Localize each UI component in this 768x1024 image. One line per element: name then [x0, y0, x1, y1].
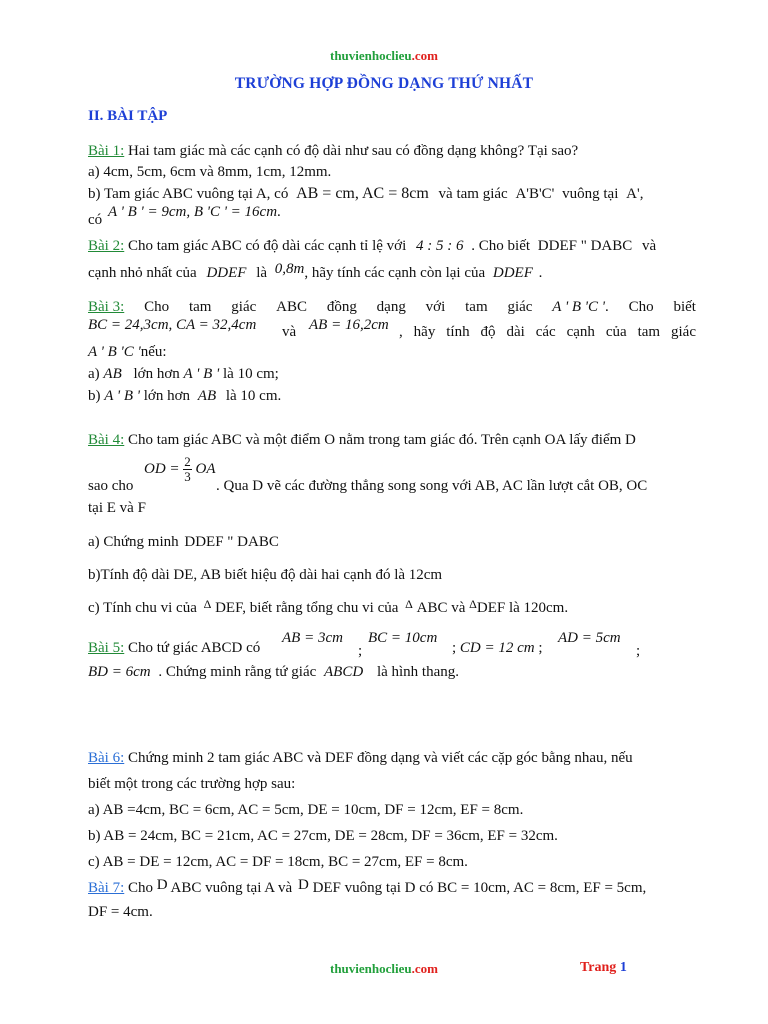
bai1-b2-math: A ' B ' = 9cm, B 'C ' = 16cm	[108, 204, 278, 220]
bai1-b-pre: b) Tam giác ABC vuông tại A, có	[88, 186, 289, 202]
site-name: thuvienhoclieu	[330, 48, 412, 63]
bai4-a-math: DDEF " DABC	[184, 534, 279, 550]
bai3-m1: A ' B 'C '	[552, 299, 605, 315]
bai3-word: Cho	[628, 299, 654, 315]
bai1-part-b-line2	[88, 210, 102, 230]
bai5-s4: ;	[636, 643, 641, 659]
bai4-c-mid: DEF, biết rằng tổng chu vi của	[215, 600, 399, 616]
bai3-word: tam	[465, 299, 488, 315]
bai2-l2b: là	[256, 265, 268, 281]
triangle-icon: Δ	[469, 597, 477, 611]
bai4-part-c	[88, 598, 568, 618]
bai3-a-post: là 10 cm;	[223, 366, 279, 382]
bai5-s3: ;	[538, 640, 543, 656]
bai6-part-b: b) AB = 24cm, BC = 21cm, AC = 27cm, DE = 28cm, DF = 36cm, EF = 32cm.	[88, 828, 558, 844]
bai3-b-m2: AB	[197, 388, 217, 404]
bai5-m3: CD = 12 cm	[459, 640, 535, 656]
bai6-part-c: c) AB = DE = 12cm, AC = DF = 18cm, BC = 27cm, EF = 8cm.	[88, 854, 468, 870]
bai5-m2-wrap	[368, 628, 437, 648]
bai5-m1-wrap	[282, 628, 343, 648]
bai5-m4: AD = 5cm	[558, 630, 621, 646]
bai2-ratio: 4 : 5 : 6	[416, 238, 464, 254]
bai7-line2: DF = 4cm.	[88, 904, 153, 920]
bai3-word: Cho	[144, 299, 170, 315]
bai3-l3: nếu:	[140, 344, 167, 360]
bai5-m5: BD = 6cm	[88, 664, 151, 680]
page-title: TRƯỜNG HỢP ĐỒNG DẠNG THỨ NHẤT	[234, 75, 534, 92]
bai3-line2-m3	[309, 315, 389, 335]
bai3-label: Bài 3:	[88, 299, 125, 315]
bai1-b-math2: A'B'C'	[515, 186, 555, 202]
bai6-t1: Chứng minh 2 tam giác ABC và DEF đồng dạng và viết các cặp góc bằng nhau, nếu	[124, 750, 633, 766]
bai3-word: dạng	[376, 299, 406, 315]
bai1-b-math3: A'	[626, 186, 640, 202]
bai4-formula-rhs: OA	[195, 461, 216, 477]
bai3-part-b	[88, 386, 281, 406]
bai4-t2: . Qua D vẽ các đường thẳng song song với AB, AC lần lượt cắt OB, OC	[216, 478, 648, 494]
bai3-v: và	[282, 324, 297, 340]
bai4-t3: tại E và F	[88, 500, 146, 516]
bai3-m3: AB = 16,2cm	[309, 317, 389, 333]
bai1-label: Bài 1:	[88, 143, 125, 159]
bai4-line1	[88, 430, 636, 450]
bai4-frac-den: 3	[184, 469, 191, 484]
bai5-line2	[88, 662, 459, 682]
bai3-b-pre: b)	[88, 388, 101, 404]
bai3-word: với	[425, 299, 446, 315]
bai4-formula-lhs: OD =	[144, 461, 180, 477]
bai3-a-m1: AB	[103, 366, 122, 382]
bai3-word: tam	[188, 299, 212, 315]
bai7-d1: D	[156, 877, 168, 893]
bai5-t2: . Chứng minh rằng tứ giác	[158, 664, 317, 680]
bai5-s1: ;	[358, 643, 363, 659]
site-header	[0, 48, 768, 64]
footer-site-name: thuvienhoclieu	[330, 961, 412, 976]
bai2-t3: và	[642, 238, 657, 254]
bai3-line3	[88, 342, 167, 362]
bai4-c-mid2: ABC và	[416, 600, 466, 616]
triangle-icon: Δ	[203, 597, 212, 611]
bai3-m2: BC = 24,3cm, CA = 32,4cm	[88, 317, 257, 333]
bai1-b-comma: ,	[639, 186, 644, 202]
footer-site-domain: .com	[411, 961, 438, 976]
bai6-line2: biết một trong các trường hợp sau:	[88, 776, 296, 792]
bai7-t2: ABC vuông tại A và	[170, 880, 293, 896]
bai6-line1	[88, 748, 633, 768]
bai5-line1-text	[88, 638, 260, 658]
bai7-label: Bài 7:	[88, 880, 125, 896]
site-footer	[0, 961, 768, 977]
bai1-part-a: a) 4cm, 5cm, 6cm và 8mm, 1cm, 12mm.	[88, 164, 332, 180]
bai3-word: giác	[507, 299, 533, 315]
bai5-m6: ABCD	[324, 664, 364, 680]
bai4-part-a	[88, 532, 279, 552]
bai4-a-pre: a) Chứng minh	[88, 534, 179, 550]
bai1-b2-pre: có	[88, 212, 103, 228]
bai1-b2-math-wrap	[108, 202, 281, 222]
page-number	[580, 960, 627, 976]
bai2-label: Bài 2:	[88, 238, 125, 254]
bai6-part-a: a) AB =4cm, BC = 6cm, AC = 5cm, DE = 10cm, DF = 12cm, EF = 8cm.	[88, 802, 524, 818]
bai3-line2-math	[88, 315, 256, 335]
bai3-a-mid: lớn hơn	[133, 366, 180, 382]
bai4-c-pre: c) Tính chu vi của	[88, 600, 197, 616]
bai3-b-post: là 10 cm.	[225, 388, 282, 404]
bai4-sao: sao cho	[88, 478, 134, 494]
bai2-m4: 0,8m	[274, 261, 305, 277]
bai3-line1	[88, 297, 696, 317]
bai4-t1: Cho tam giác ABC và một điểm O nằm trong tam giác đó. Trên cạnh OA lấy điểm D	[124, 432, 636, 448]
bai4-label: Bài 4:	[88, 432, 125, 448]
bai4-frac-num: 2	[184, 454, 191, 469]
bai5-s2: ;	[452, 640, 457, 656]
bai3-line2-v	[282, 322, 296, 342]
bai4-part-b: b)Tính độ dài DE, AB biết hiệu độ dài hai cạnh đó là 12cm	[88, 567, 443, 583]
bai2-t2: . Cho biết	[471, 238, 531, 254]
page-label: Trang	[580, 960, 617, 975]
bai3-b-mid: lớn hơn	[143, 388, 191, 404]
bai2-l2c: , hãy tính các cạnh còn lại của	[304, 265, 486, 281]
bai3-word: .	[604, 299, 609, 315]
bai3-word: đồng	[326, 299, 357, 315]
site-domain: .com	[411, 48, 438, 63]
bai1-text: Hai tam giác mà các cạnh có độ dài như sau có đồng dạng không? Tại sao?	[124, 143, 579, 159]
bai7-t3: DEF vuông tại D có BC = 10cm, AC = 8cm, EF = 5cm,	[312, 880, 647, 896]
section-heading: II. BÀI TẬP	[88, 108, 168, 124]
bai5-m4-wrap	[558, 628, 621, 648]
bai7-line1	[88, 878, 646, 898]
bai2-m5: DDEF	[492, 265, 533, 281]
bai3-word: giác	[231, 299, 257, 315]
bai4-c-post: DEF là 120cm.	[476, 600, 569, 616]
bai3-b-m1: A ' B '	[104, 388, 140, 404]
bai2-line1	[88, 236, 656, 256]
bai2-similar: DDEF " DABC	[537, 238, 633, 254]
bai1-b2-post: .	[277, 204, 281, 220]
bai3-a-m2: A ' B '	[183, 366, 220, 382]
bai2-l2d: .	[538, 265, 543, 281]
bai2-l2a: cạnh nhỏ nhất của	[88, 265, 197, 281]
bai5-s2-m3-wrap	[452, 638, 543, 658]
bai7-d2: D	[297, 877, 309, 893]
bai3-line2-tail: , hãy tính độ dài các cạnh của tam giác	[399, 324, 696, 340]
bai6-label: Bài 6:	[88, 750, 125, 766]
bai1-b-math1: AB = cm, AC = 8cm	[296, 185, 429, 202]
bai3-part-a	[88, 364, 279, 384]
bai3-word: ABC	[276, 299, 307, 315]
bai3-a-pre: a)	[88, 366, 100, 382]
bai3-word: biết	[673, 299, 696, 315]
bai3-m4: A ' B 'C '	[88, 344, 141, 360]
bai4-formula	[144, 455, 216, 484]
bai7-t1: Cho	[124, 880, 154, 896]
bai1-b-post: vuông tại	[562, 186, 619, 202]
bai2-t1: Cho tam giác ABC có độ dài các cạnh tỉ lệ với	[124, 238, 407, 254]
bai1-b-mid: và tam giác	[438, 186, 508, 202]
bai2-line2	[88, 263, 542, 283]
bai5-t3: là hình thang.	[376, 664, 460, 680]
bai1-part-b	[88, 184, 643, 204]
bai5-label: Bài 5:	[88, 640, 125, 656]
triangle-icon: Δ	[405, 597, 413, 611]
bai5-m2: BC = 10cm	[368, 630, 438, 646]
page-number-value: 1	[619, 960, 627, 975]
bai5-t1: Cho tứ giác ABCD có	[124, 640, 261, 656]
bai4-fraction	[183, 455, 192, 484]
bai2-m3: DDEF	[206, 265, 247, 281]
bai1-question	[88, 141, 578, 161]
bai5-m1: AB = 3cm	[282, 630, 343, 646]
